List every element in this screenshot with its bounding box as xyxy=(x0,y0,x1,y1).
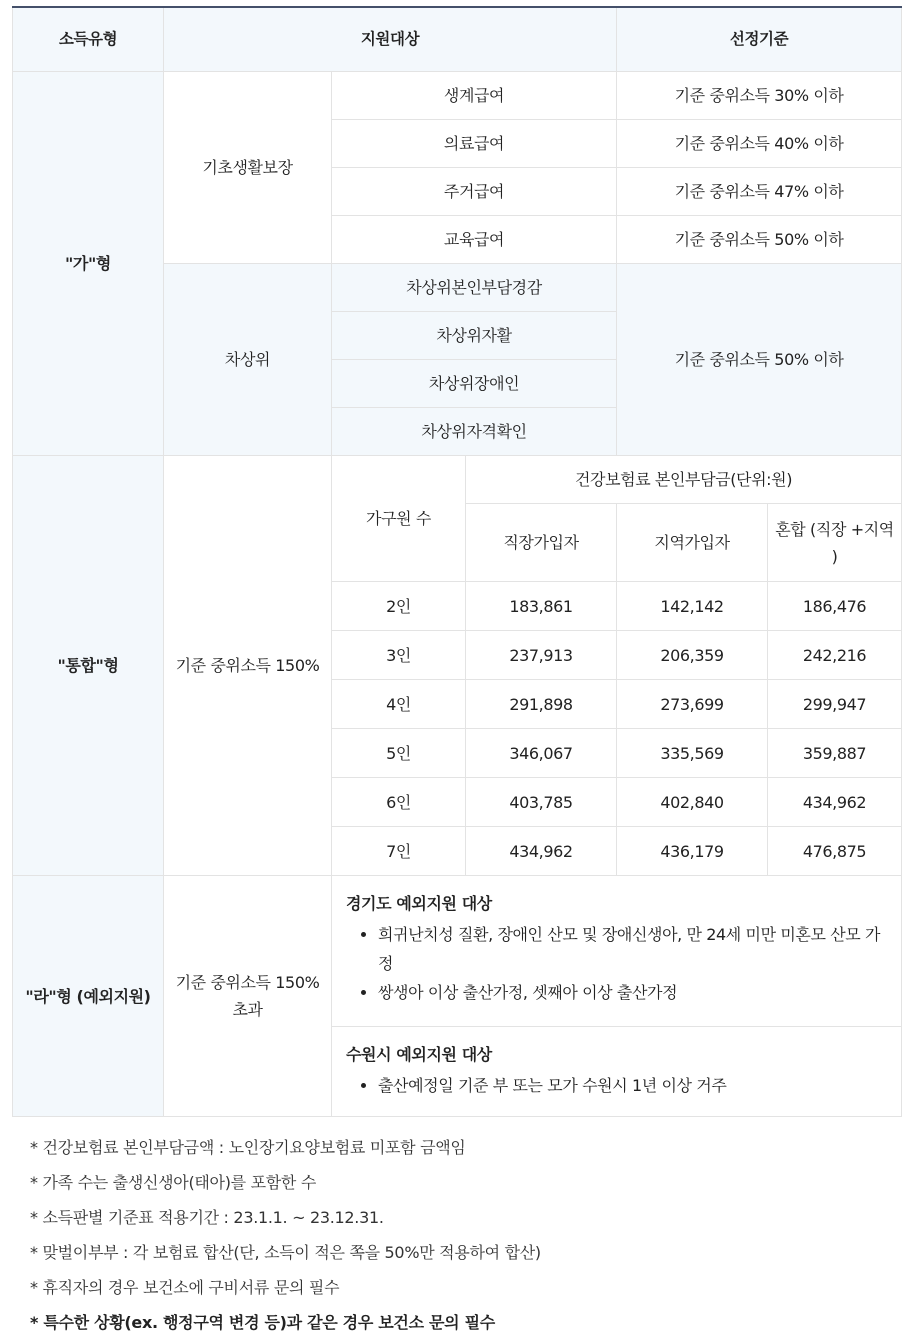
col-mixed-header: 혼합 (직장 +지역 ) xyxy=(768,504,902,582)
header-criteria: 선정기준 xyxy=(617,7,902,72)
premium-mixed: 186,476 xyxy=(768,582,902,631)
list-item: • 희귀난치성 질환, 장애인 산모 및 장애신생아, 만 24세 미만 미혼모 산모 가정 xyxy=(378,920,889,978)
table-header-row xyxy=(13,7,902,72)
basic-item-criteria: 기준 중위소득 30% 이하 xyxy=(617,72,902,120)
footnote: * 소득판별 기준표 적용기간 : 23.1.1. ~ 23.12.31. xyxy=(30,1208,384,1227)
premium-regional: 436,179 xyxy=(617,827,768,876)
premium-mixed: 242,216 xyxy=(768,631,902,680)
near-poor-item: 차상위자활 xyxy=(332,312,617,360)
basic-item-name: 교육급여 xyxy=(332,216,617,264)
household-size: 4인 xyxy=(332,680,466,729)
premium-employee: 346,067 xyxy=(466,729,617,778)
footnote: * 가족 수는 출생신생아(태아)를 포함한 수 xyxy=(30,1173,317,1192)
household-size-header: 가구원 수 xyxy=(332,456,466,582)
household-size: 2인 xyxy=(332,582,466,631)
household-size: 7인 xyxy=(332,827,466,876)
near-poor-item: 차상위장애인 xyxy=(332,360,617,408)
footnote: * 건강보험료 본인부담금액 : 노인장기요양보험료 미포함 금액임 xyxy=(30,1138,466,1157)
premium-regional: 273,699 xyxy=(617,680,768,729)
gyeonggi-exception-list xyxy=(346,920,889,1007)
premium-employee: 434,962 xyxy=(466,827,617,876)
household-size: 5인 xyxy=(332,729,466,778)
premium-employee: 403,785 xyxy=(466,778,617,827)
gyeonggi-exception-title: 경기도 예외지원 대상 xyxy=(346,894,492,913)
household-size: 3인 xyxy=(332,631,466,680)
household-size: 6인 xyxy=(332,778,466,827)
basic-item-criteria: 기준 중위소득 47% 이하 xyxy=(617,168,902,216)
list-item: • 쌍생아 이상 출산가정, 셋째아 이상 출산가정 xyxy=(378,978,889,1007)
basic-item-criteria: 기준 중위소득 50% 이하 xyxy=(617,216,902,264)
basic-item-name: 주거급여 xyxy=(332,168,617,216)
table-row xyxy=(13,876,902,1027)
near-poor-criteria: 기준 중위소득 50% 이하 xyxy=(617,264,902,456)
footnote-emphasis: * 특수한 상황(ex. 행정구역 변경 등)과 같은 경우 보건소 문의 필수 xyxy=(30,1313,495,1332)
premium-mixed: 434,962 xyxy=(768,778,902,827)
basic-item-name: 의료급여 xyxy=(332,120,617,168)
gyeonggi-exception-cell xyxy=(332,876,902,1027)
premium-employee: 291,898 xyxy=(466,680,617,729)
type-tonghap: "통합"형 xyxy=(13,456,164,876)
near-poor-item: 차상위본인부담경감 xyxy=(332,264,617,312)
premium-header: 건강보험료 본인부담금(단위:원) xyxy=(466,456,902,504)
tonghap-criteria: 기준 중위소득 150% xyxy=(164,456,332,876)
premium-mixed: 476,875 xyxy=(768,827,902,876)
col-employee-header: 직장가입자 xyxy=(466,504,617,582)
suwon-exception-cell xyxy=(332,1027,902,1117)
suwon-exception-title: 수원시 예외지원 대상 xyxy=(346,1045,492,1064)
footnote: * 맞벌이부부 : 각 보험료 합산(단, 소득이 적은 쪽을 50%만 적용하여 합산) xyxy=(30,1243,541,1262)
footnotes xyxy=(30,1133,900,1343)
income-criteria-table xyxy=(12,6,902,1117)
basic-item-criteria: 기준 중위소득 40% 이하 xyxy=(617,120,902,168)
premium-mixed: 299,947 xyxy=(768,680,902,729)
basic-item-name: 생계급여 xyxy=(332,72,617,120)
premium-employee: 237,913 xyxy=(466,631,617,680)
premium-regional: 402,840 xyxy=(617,778,768,827)
premium-employee: 183,861 xyxy=(466,582,617,631)
near-poor-item: 차상위자격확인 xyxy=(332,408,617,456)
type-ga: "가"형 xyxy=(13,72,164,456)
premium-mixed: 359,887 xyxy=(768,729,902,778)
type-ra: "라"형 (예외지원) xyxy=(13,876,164,1117)
suwon-exception-list xyxy=(346,1071,889,1100)
header-target: 지원대상 xyxy=(164,7,617,72)
premium-regional: 206,359 xyxy=(617,631,768,680)
col-regional-header: 지역가입자 xyxy=(617,504,768,582)
table-row xyxy=(13,72,902,120)
footnote: * 휴직자의 경우 보건소에 구비서류 문의 필수 xyxy=(30,1278,340,1297)
premium-regional: 335,569 xyxy=(617,729,768,778)
near-poor-label: 차상위 xyxy=(164,264,332,456)
premium-regional: 142,142 xyxy=(617,582,768,631)
list-item: • 출산예정일 기준 부 또는 모가 수원시 1년 이상 거주 xyxy=(378,1071,889,1100)
table-row xyxy=(13,456,902,504)
ra-criteria: 기준 중위소득 150% 초과 xyxy=(164,876,332,1117)
basic-label: 기초생활보장 xyxy=(164,72,332,264)
header-income-type: 소득유형 xyxy=(13,7,164,72)
